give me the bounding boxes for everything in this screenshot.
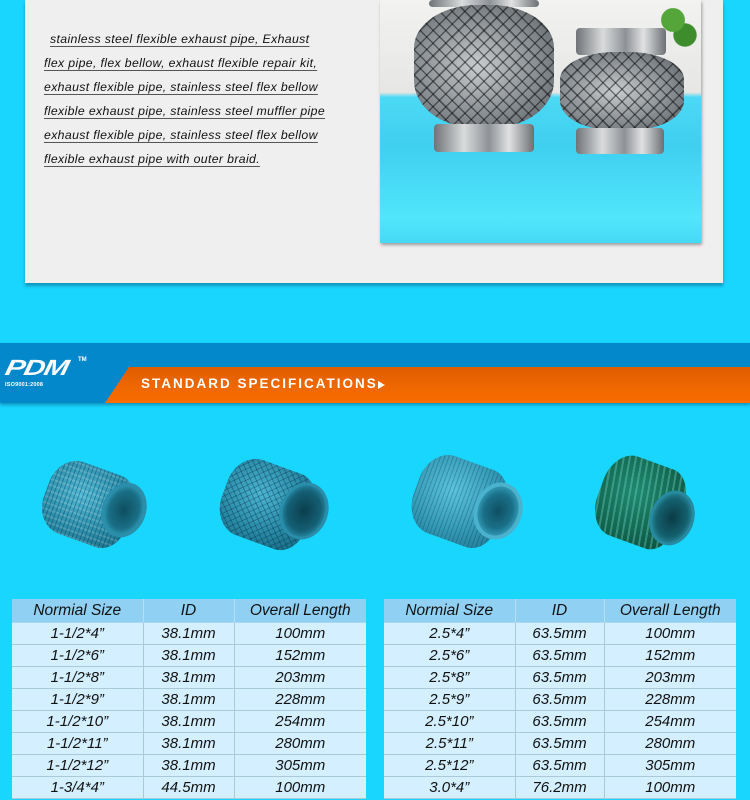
cell-size: 1-1/2*9”	[12, 688, 143, 710]
cell-length: 152mm	[604, 644, 736, 666]
cell-length: 203mm	[234, 666, 366, 688]
table-row	[384, 644, 736, 666]
small-braided-pipe-image	[560, 28, 684, 156]
cell-id: 63.5mm	[515, 644, 604, 666]
cell-size: 3.0*4”	[384, 776, 515, 798]
intro-card	[25, 0, 723, 283]
cell-length: 254mm	[604, 710, 736, 732]
pipe-cuff	[434, 124, 534, 152]
cell-id: 38.1mm	[143, 732, 234, 754]
cell-id: 63.5mm	[515, 754, 604, 776]
cell-id: 38.1mm	[143, 754, 234, 776]
header-nominal-size: Normial Size	[12, 599, 143, 622]
table-row	[12, 666, 366, 688]
cell-id: 44.5mm	[143, 776, 234, 798]
table-row	[384, 688, 736, 710]
table-row	[12, 644, 366, 666]
cell-length: 100mm	[234, 622, 366, 644]
spec-table-right	[384, 599, 736, 799]
product-render-nipple	[414, 460, 526, 550]
pipe-braid	[414, 5, 554, 127]
header-id: ID	[143, 599, 234, 622]
table-row	[384, 710, 736, 732]
cell-length: 100mm	[234, 776, 366, 798]
cell-size: 2.5*4”	[384, 622, 515, 644]
intro-line: flexible exhaust pipe, stainless steel muffler pipe	[44, 104, 326, 118]
pdm-logo	[5, 357, 89, 391]
trademark-symbol: TM	[78, 357, 87, 363]
cell-length: 203mm	[604, 666, 736, 688]
intro-line: stainless steel flexible exhaust pipe, Exhaust	[50, 32, 310, 46]
product-render-bellows	[598, 460, 698, 554]
iso-certification: ISO9001:2008	[5, 382, 44, 388]
table-row	[12, 688, 366, 710]
table-row	[384, 622, 736, 644]
table-row	[12, 754, 366, 776]
cell-size: 2.5*11”	[384, 732, 515, 754]
cell-id: 76.2mm	[515, 776, 604, 798]
cell-id: 38.1mm	[143, 622, 234, 644]
intro-line: exhaust flexible pipe, stainless steel flex bellow	[44, 128, 318, 142]
cell-size: 1-1/2*4”	[12, 622, 143, 644]
header-nominal-size: Normial Size	[384, 599, 515, 622]
cell-length: 280mm	[234, 732, 366, 754]
cell-size: 2.5*12”	[384, 754, 515, 776]
cell-size: 2.5*10”	[384, 710, 515, 732]
header-id: ID	[515, 599, 604, 622]
cell-size: 2.5*9”	[384, 688, 515, 710]
large-braided-pipe-image	[414, 0, 554, 155]
play-arrow-icon	[378, 381, 385, 389]
table-header-row	[384, 599, 736, 622]
pipe-cuff	[576, 128, 664, 154]
cell-length: 280mm	[604, 732, 736, 754]
cell-length: 100mm	[604, 622, 736, 644]
spec-section-banner	[0, 343, 750, 403]
table-header-row	[12, 599, 366, 622]
table-row	[384, 776, 736, 798]
cell-id: 63.5mm	[515, 710, 604, 732]
cell-id: 38.1mm	[143, 666, 234, 688]
cell-length: 305mm	[604, 754, 736, 776]
cell-length: 228mm	[234, 688, 366, 710]
cell-id: 63.5mm	[515, 688, 604, 710]
cell-size: 1-1/2*12”	[12, 754, 143, 776]
table-row	[12, 710, 366, 732]
table-row	[384, 732, 736, 754]
cell-size: 2.5*6”	[384, 644, 515, 666]
logo-wordmark: PDM	[3, 355, 71, 380]
cell-id: 63.5mm	[515, 732, 604, 754]
product-render-interlock	[44, 466, 148, 548]
spec-table-left	[12, 599, 366, 799]
cell-id: 38.1mm	[143, 688, 234, 710]
table-row	[12, 732, 366, 754]
cell-size: 1-1/2*11”	[12, 732, 143, 754]
cell-length: 100mm	[604, 776, 736, 798]
intro-line: exhaust flexible pipe, stainless steel flex bellow	[44, 80, 318, 94]
intro-line: flex pipe, flex bellow, exhaust flexible repair kit,	[44, 56, 318, 70]
section-title: STANDARD SPECIFICATIONS	[141, 376, 378, 391]
cell-size: 1-1/2*6”	[12, 644, 143, 666]
cell-length: 152mm	[234, 644, 366, 666]
cell-length: 305mm	[234, 754, 366, 776]
header-overall-length: Overall Length	[604, 599, 736, 622]
product-render-braided	[222, 464, 330, 550]
cell-length: 254mm	[234, 710, 366, 732]
cell-length: 228mm	[604, 688, 736, 710]
cell-id: 63.5mm	[515, 622, 604, 644]
cell-size: 1-1/2*10”	[12, 710, 143, 732]
cell-id: 38.1mm	[143, 710, 234, 732]
table-row	[12, 776, 366, 798]
pipe-braid	[560, 52, 684, 130]
intro-line: flexible exhaust pipe with outer braid.	[44, 152, 260, 166]
table-row	[12, 622, 366, 644]
table-row	[384, 754, 736, 776]
cell-size: 1-1/2*8”	[12, 666, 143, 688]
product-photo	[380, 0, 701, 243]
intro-description	[44, 27, 374, 171]
header-overall-length: Overall Length	[234, 599, 366, 622]
cell-id: 63.5mm	[515, 666, 604, 688]
cell-id: 38.1mm	[143, 644, 234, 666]
pipe-cuff	[576, 28, 666, 55]
cell-size: 1-3/4*4”	[12, 776, 143, 798]
cell-size: 2.5*8”	[384, 666, 515, 688]
table-row	[384, 666, 736, 688]
